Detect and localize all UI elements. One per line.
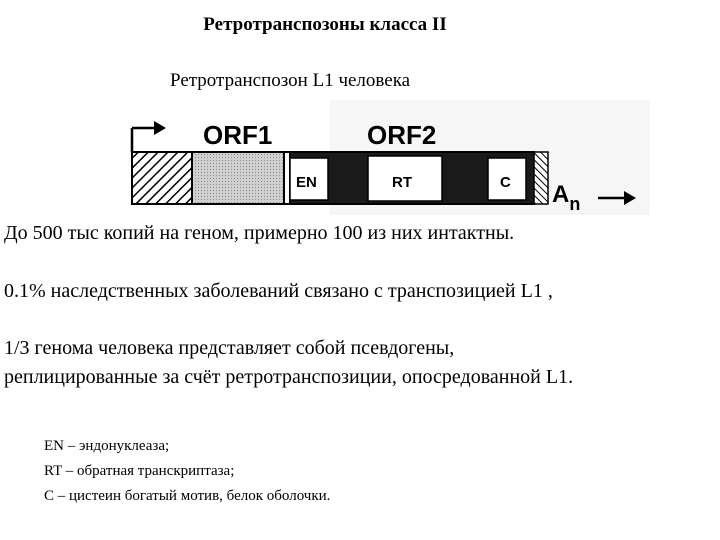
c-domain-label: C xyxy=(500,174,511,191)
slide-subtitle: Ретротранспозон L1 человека xyxy=(170,70,411,91)
abbreviation-legend xyxy=(44,434,330,509)
orf1-region xyxy=(192,152,284,204)
fact-pseudogenes-2: реплицированные за счёт ретротранспозиции, опосредованной L1. xyxy=(4,366,574,388)
slide-title: Ретротранспозоны класса II xyxy=(203,14,447,35)
legend-c: C – цистеин богатый мотив, белок оболочки. xyxy=(44,488,331,504)
fact-pseudogenes-1: 1/3 генома человека представляет собой псевдогены, xyxy=(4,337,455,359)
rt-domain-label: RT xyxy=(392,174,412,191)
legend-rt: RT – обратная транскриптаза; xyxy=(44,463,235,479)
l1-structure-diagram xyxy=(120,100,650,215)
orf2-label: ORF2 xyxy=(367,120,437,150)
utr5-region xyxy=(132,152,192,204)
orf1-label: ORF1 xyxy=(203,120,273,150)
polya-subscript: n xyxy=(569,194,581,214)
fact-copies: До 500 тыс копий на геном, примерно 100 из них интактны. xyxy=(4,222,515,244)
legend-en: EN – эндонуклеаза; xyxy=(44,438,170,454)
utr3-region xyxy=(534,152,548,204)
polya-label: $A_n$ xyxy=(552,181,581,214)
transcription-start-arrow xyxy=(132,121,166,152)
fact-diseases: 0.1% наследственных заболеваний связано с транспозицией L1 , xyxy=(4,280,553,302)
en-domain-label: EN xyxy=(296,174,317,191)
